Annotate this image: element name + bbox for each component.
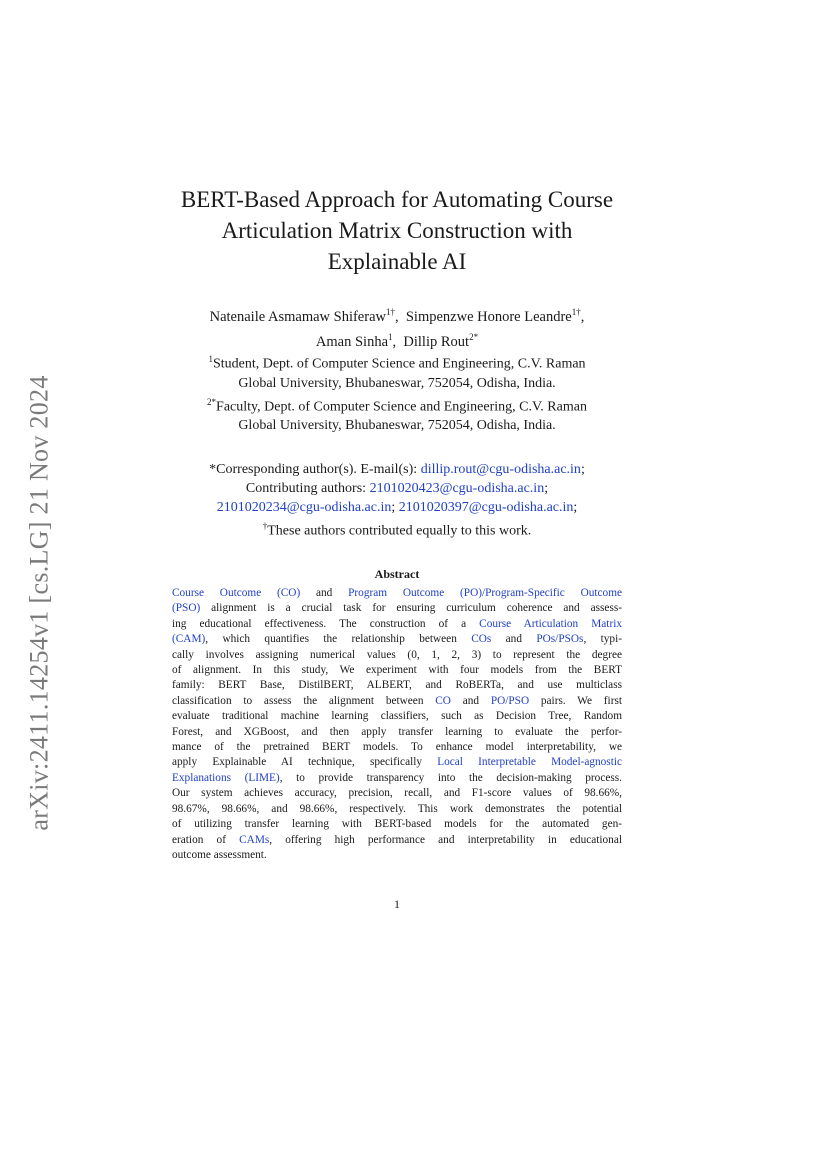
affiliation-line: $^1$Student, Dept. of Computer Science and Engineering, C.V. Raman [208, 354, 586, 372]
abstract-text: mance of the pretrained BERT models. To enhance model interpretability, we [172, 741, 622, 754]
abstract-text: and [300, 587, 349, 599]
abstract-line [172, 817, 622, 832]
contributing-email-link[interactable]: 2101020234@cgu-odisha.ac.in [216, 500, 392, 515]
contributing-authors-line: Contributing authors: 2101020423@cgu-odisha.ac.in; [245, 481, 549, 496]
equal-contribution-note: †These authors contributed equally to this work. [262, 521, 532, 539]
acronym-link[interactable]: (PSO) [172, 602, 201, 615]
abstract-line [172, 617, 622, 632]
acronym-link[interactable]: POs/PSOs [536, 633, 584, 646]
abstract-heading: Abstract [374, 567, 420, 581]
title-line-3: Explainable AI [327, 249, 467, 274]
author-affil-mark: 2* [469, 331, 479, 342]
abstract-body [172, 586, 622, 863]
contributing-emails-line: 2101020234@cgu-odisha.ac.in; 2101020397@cgu-odisha.ac.in; [216, 500, 578, 515]
abstract-text: and [450, 694, 491, 707]
title-line-1: BERT-Based Approach for Automating Course [180, 187, 614, 212]
acronym-link[interactable]: Local Interpretable Model-agnostic [437, 756, 622, 769]
abstract-text: outcome assessment. [172, 848, 267, 861]
arxiv-identifier: arXiv:2411.14254v1 [cs.LG] 21 Nov 2024 [25, 375, 54, 831]
affiliation-line: $^{2*}$Faculty, Dept. of Computer Science and Engineering, C.V. Raman [207, 396, 587, 415]
author-affil-mark: 1 [388, 331, 393, 342]
abstract-line [172, 725, 622, 740]
abstract-text: alignment is a crucial task for ensuring curriculum coherence and assess- [200, 602, 622, 615]
abstract-text: evaluate traditional machine learning classifiers, such as Decision Tree, Random [172, 710, 622, 723]
title-line-2: Articulation Matrix Construction with [221, 218, 573, 243]
corresponding-email-link[interactable]: dillip.rout@cgu-odisha.ac.in [420, 462, 581, 477]
abstract-text: classification to assess the alignment between [172, 694, 436, 707]
author-name: Aman Sinha [315, 333, 389, 350]
acronym-link[interactable]: (CAM) [172, 633, 206, 646]
acronym-link[interactable]: Explanations (LIME) [172, 771, 280, 784]
corresponding-author-line: *Corresponding author(s). E-mail(s): dillip.rout@cgu-odisha.ac.in; [209, 462, 585, 477]
author-list [162, 302, 632, 352]
acronym-link[interactable]: CO [435, 694, 451, 707]
author-name: Dillip Rout [403, 333, 470, 350]
abstract-line [172, 740, 622, 755]
author-name: Natenaile Asmamaw Shiferaw [209, 308, 386, 325]
abstract-text: cally involves assigning numerical values (0, 1, 2, 3) to represent the degree [172, 648, 622, 661]
abstract-line [172, 663, 622, 678]
abstract-text: eration of [172, 833, 240, 846]
abstract-text: of utilizing transfer learning with BERT-based models for the automated gen- [172, 818, 622, 831]
author-affil-mark: 1† [571, 307, 581, 317]
abstract-text: Forest, and XGBoost, and then apply transfer learning to evaluate the perfor- [172, 725, 622, 738]
page-number: 1 [394, 897, 400, 911]
abstract-line [172, 601, 622, 616]
abstract-line [172, 648, 622, 663]
abstract-text: Our system achieves accuracy, precision, recall, and F1-score values of 98.66%, [172, 787, 622, 800]
abstract-line [172, 709, 622, 724]
acronym-link[interactable]: CAMs [239, 833, 270, 846]
correspondence-block [162, 460, 632, 541]
abstract-line [172, 786, 622, 801]
author-name: Simpenzwe Honore Leandre [405, 308, 572, 325]
affiliation-mark: 2* [207, 396, 217, 407]
abstract-text: , typi- [583, 633, 622, 646]
abstract-text: family: BERT Base, DistilBERT, ALBERT, and RoBERTa, and use multiclass [172, 679, 622, 692]
abstract-text: and [491, 633, 537, 646]
abstract-line [172, 632, 622, 647]
paper-title [162, 184, 632, 277]
affiliation-line: Global University, Bhubaneswar, 752054, Odisha, India. [238, 418, 556, 434]
affiliations [162, 350, 632, 435]
abstract-line [172, 802, 622, 817]
abstract-line [172, 694, 622, 709]
acronym-link[interactable]: Program Outcome (PO)/Program-Specific Outcome [348, 587, 623, 599]
contributing-email-link[interactable]: 2101020397@cgu-odisha.ac.in [398, 500, 574, 515]
author-affil-mark: 1† [385, 307, 395, 317]
abstract-line [172, 586, 622, 601]
contributing-email-link[interactable]: 2101020423@cgu-odisha.ac.in [369, 481, 545, 496]
abstract-line [172, 678, 622, 693]
acronym-link[interactable]: Course Outcome (CO) [172, 587, 301, 599]
abstract-line [172, 833, 622, 848]
acronym-link[interactable]: PO/PSO [490, 694, 530, 707]
acronym-link[interactable]: Course Articulation Matrix [479, 617, 622, 630]
affiliation-line: Global University, Bhubaneswar, 752054, Odisha, India. [238, 375, 556, 391]
author-line-1: Natenaile Asmamaw Shiferaw$^{1\dagger}$, Simpenzwe Honore Leandre$^{1\dagger}$, [209, 307, 585, 325]
author-line-2: Aman Sinha$^1$, Dillip Rout$^{2*}$ [315, 331, 479, 350]
abstract-line [172, 848, 622, 863]
dagger-mark: † [262, 521, 268, 531]
abstract-text: of alignment. In this study, We experiment with four models from the BERT [172, 664, 622, 677]
abstract-line [172, 755, 622, 770]
abstract-text: pairs. We first [529, 694, 622, 707]
affiliation-mark: 1 [208, 354, 213, 364]
abstract-text: , to provide transparency into the decision-making process. [279, 771, 622, 784]
acronym-link[interactable]: COs [471, 633, 492, 646]
abstract-text: ing educational effectiveness. The construction of a [172, 617, 480, 630]
abstract-text: , which quantifies the relationship between [205, 633, 472, 646]
arxiv-side-label [22, 356, 58, 850]
abstract-text: 98.67%, 98.66%, and 98.66%, respectively. This work demonstrates the potential [172, 802, 622, 815]
abstract-text: , offering high performance and interpretability in educational [269, 833, 622, 846]
abstract-text: apply Explainable AI technique, specifically [172, 756, 438, 769]
abstract-line [172, 771, 622, 786]
